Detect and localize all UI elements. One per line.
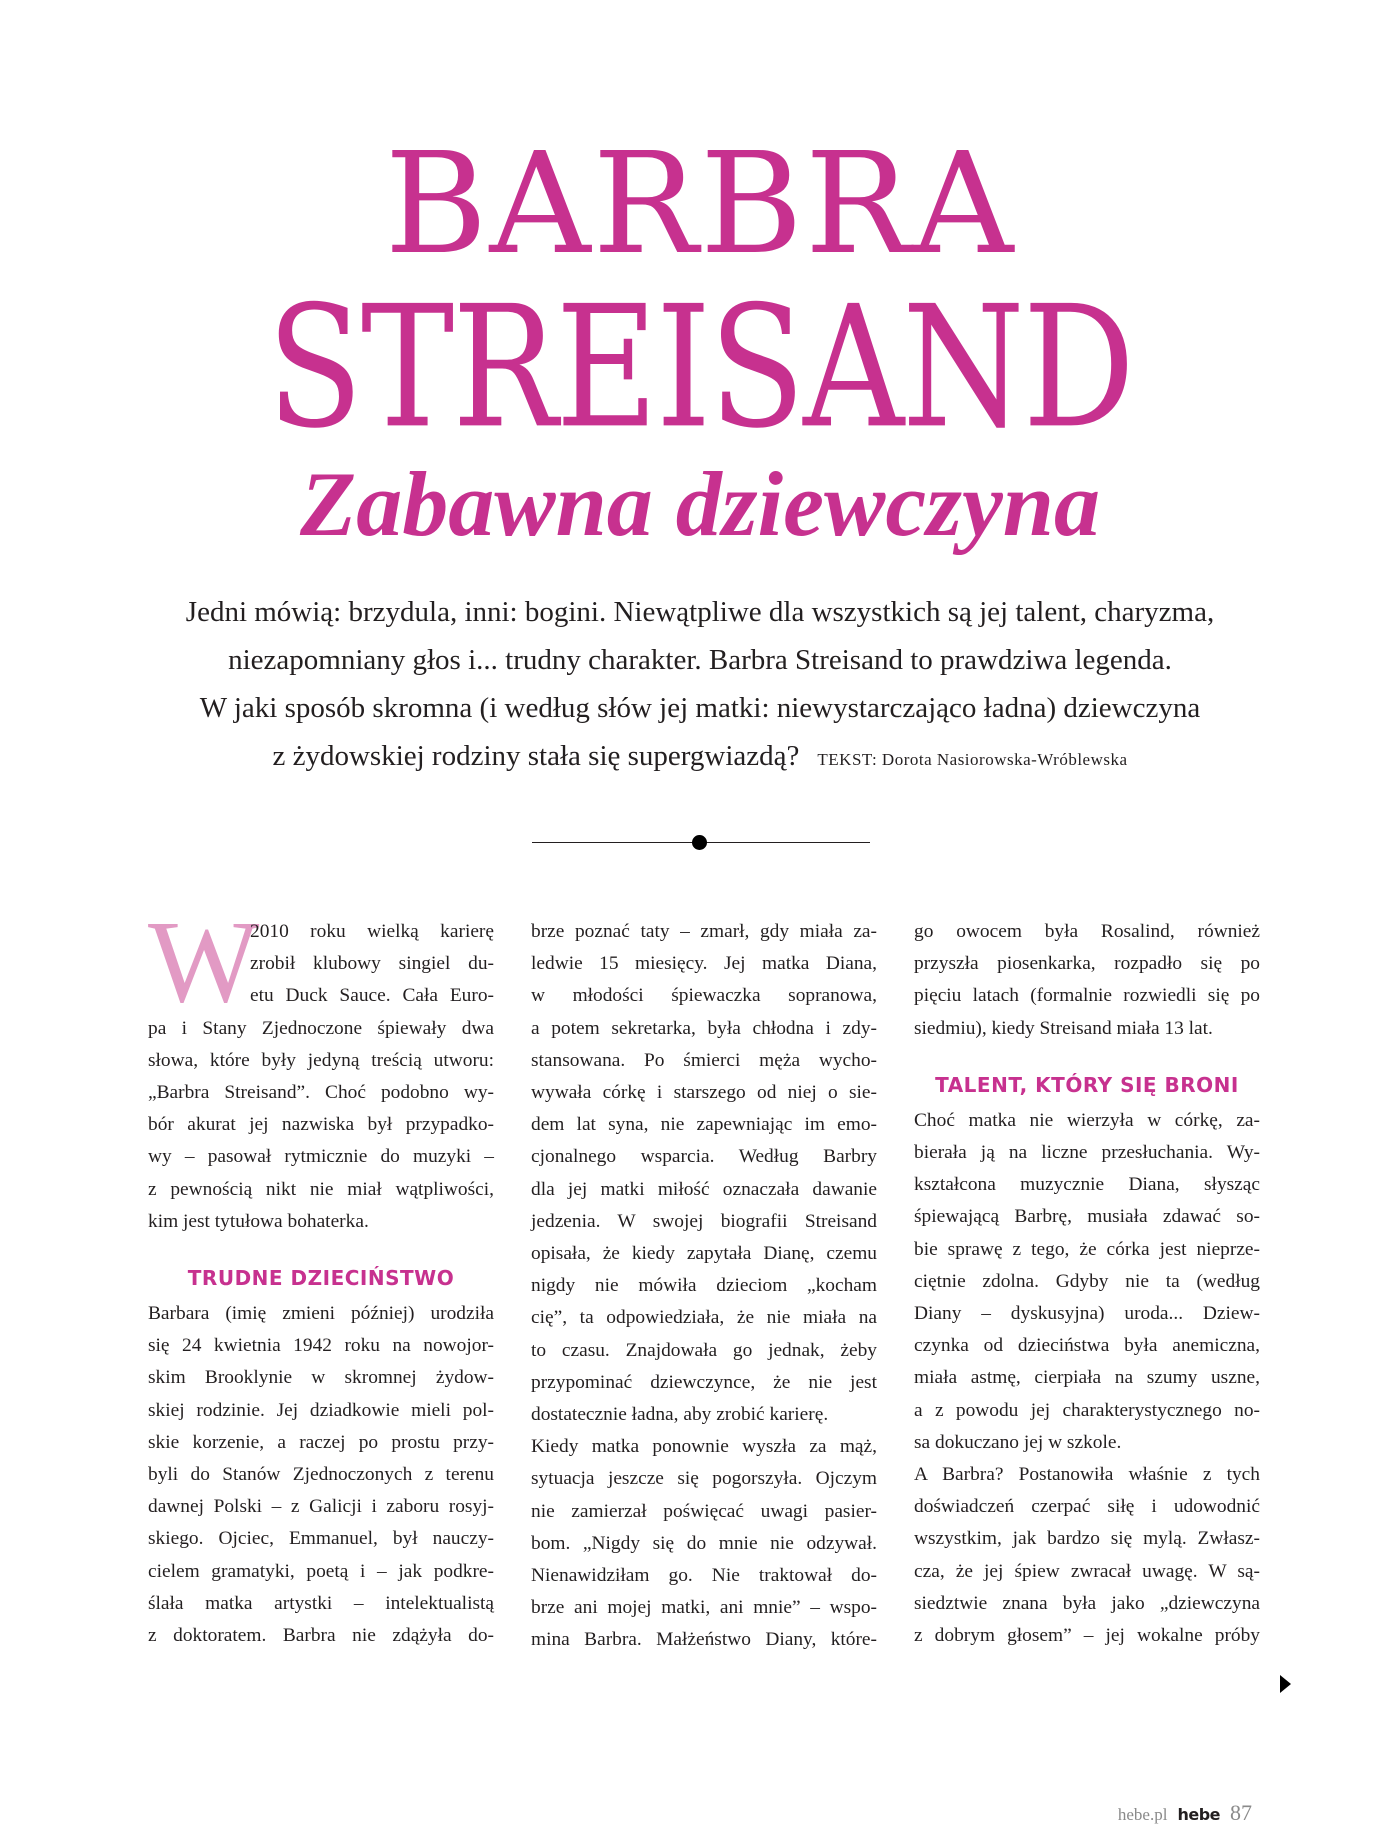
text-line: skiej rodzinie. Jej dziadkowie mieli pol- — [148, 1399, 494, 1421]
text-line: Diany – dyskusyjna) uroda... Dziew- — [914, 1303, 1260, 1325]
text-line: a z powodu jej charakterystycznego no- — [914, 1399, 1260, 1421]
text-line: nigdy nie mówiła dzieciom „kocham — [531, 1275, 877, 1297]
text-line: dostatecznie ładna, aby zrobić karierę. — [531, 1404, 829, 1426]
subtitle: Zabawna dziewczyna — [300, 453, 1100, 555]
intro-paragraph — [148, 916, 494, 1238]
text-line: z dobrym głosem” – jej wokalne próby — [914, 1625, 1260, 1647]
text-line: z doktoratem. Barbra nie zdążyła do- — [148, 1625, 494, 1647]
text-line: cię”, ta odpowiedziała, że nie miała na — [531, 1307, 877, 1329]
text-line: A Barbra? Postanowiła właśnie z tych — [914, 1464, 1260, 1486]
text-line: dawnej Polski – z Galicji i zaboru rosyj- — [148, 1496, 494, 1518]
text-line: stansowana. Po śmierci męża wycho- — [531, 1049, 877, 1071]
text-line: go owocem była Rosalind, również — [914, 921, 1260, 942]
page-number: 87 — [1230, 1800, 1252, 1825]
text-line: etu Duck Sauce. Cała Euro- — [250, 985, 494, 1007]
text-line: siedmiu), kiedy Streisand miała 13 lat. — [914, 1017, 1213, 1039]
page-footer — [1118, 1800, 1252, 1826]
text-line: cielem gramatyki, poetą i – jak podkre- — [148, 1560, 494, 1582]
continue-arrow-icon — [1280, 1675, 1291, 1693]
text-line: zrobił klubowy singiel du- — [250, 953, 494, 975]
article-column-3 — [914, 916, 1260, 1652]
section-heading-trudne-dziecinstwo: TRUDNE DZIECIŃSTWO — [187, 1266, 455, 1291]
text-line: wszystkim, jak bardzo się mylą. Zwłasz- — [914, 1528, 1260, 1550]
article-column-1 — [148, 916, 494, 1652]
text-line: ślała matka artystki – intelektualistą — [148, 1592, 494, 1614]
lead-line: W jaki sposób skromna (i według słów jej matki: niewystarczająco ładna) dziewczyna — [199, 692, 1201, 724]
footer-brand-logo: hebe — [1177, 1805, 1220, 1824]
text-line: przyszła piosenkarka, rozpadło się po — [914, 953, 1260, 975]
footer-site: hebe.pl — [1117, 1805, 1168, 1824]
divider-dot — [692, 835, 707, 850]
text-line: a potem sekretarka, była chłodna i zdy- — [531, 1017, 877, 1039]
text-line: wywała córkę i starszego od niej o sie- — [531, 1082, 877, 1104]
text-line: jedzenia. W swojej biografii Streisand — [531, 1210, 877, 1232]
article-column-2 — [531, 916, 877, 1657]
text-line: siedztwie znana była jako „dziewczyna — [914, 1592, 1260, 1614]
text-line: miała astmę, cierpiała na szumy uszne, — [914, 1367, 1260, 1389]
text-line: bie sprawę z tego, że córka jest nieprze- — [914, 1238, 1260, 1260]
lead-paragraph — [120, 588, 1280, 784]
text-line: śpiewającą Barbrę, musiała zdawać so- — [914, 1206, 1260, 1228]
text-line: 2010 roku wielką karierę — [250, 921, 494, 942]
section-paragraph — [148, 1298, 494, 1652]
text-line: w młodości śpiewaczka sopranowa, — [531, 985, 877, 1007]
text-line: Kiedy matka ponownie wyszła za mąż, — [531, 1436, 877, 1458]
text-line: sytuacja jeszcze się pogorszyła. Ojczym — [531, 1468, 877, 1490]
text-line: dem lat syna, nie zapewniając im emo- — [531, 1114, 877, 1136]
text-line: opisała, że kiedy zapytała Dianę, czemu — [531, 1243, 877, 1265]
text-line: Nienawidziłam go. Nie traktował do- — [531, 1565, 877, 1587]
lead-line: Jedni mówią: brzydula, inni: bogini. Niewątpliwe dla wszystkich są jej talent, charyzma, — [185, 596, 1215, 628]
title-line-2: STREISAND — [267, 270, 1133, 467]
text-line: doświadczeń czerpać siłę i udowodnić — [914, 1496, 1260, 1518]
lead-line-text: z żydowskiej rodziny stała się supergwiazdą? — [272, 740, 800, 772]
text-line: to czasu. Znajdowała go jednak, żeby — [531, 1339, 877, 1361]
text-line: brze poznać taty – zmarł, gdy miała za- — [531, 921, 877, 942]
drop-cap: W — [148, 896, 260, 1027]
divider — [532, 834, 870, 850]
text-line: ciętnie zdolna. Gdyby nie ta (według — [914, 1270, 1260, 1292]
text-line: brze ani mojej matki, ani mnie” – wspo- — [531, 1597, 877, 1619]
title-line-1: BARBRA — [384, 123, 1016, 286]
text-line: skim Brooklynie w skromnej żydow- — [148, 1367, 494, 1389]
text-line: się 24 kwietnia 1942 roku na nowojor- — [148, 1335, 494, 1357]
text-line: „Barbra Streisand”. Choć podobno wy- — [148, 1082, 494, 1104]
text-line: ledwie 15 miesięcy. Jej matka Diana, — [531, 953, 877, 975]
text-line: z pewnością nikt nie miał wątpliwości, — [148, 1178, 494, 1200]
text-line: czynka od dzieciństwa była anemiczna, — [914, 1335, 1260, 1357]
text-line: nie zamierzał poświęcać uwagi pasier- — [531, 1500, 877, 1522]
lead-line — [120, 732, 1280, 784]
text-line: wy – pasował rytmicznie do muzyki – — [148, 1146, 494, 1168]
text-line: kształcona muzycznie Diana, słysząc — [914, 1174, 1260, 1196]
text-line: cza, że jej śpiew zwracał uwagę. W są- — [914, 1560, 1260, 1582]
text-line: pięciu latach (formalnie rozwiedli się po — [914, 985, 1260, 1007]
text-line: Choć matka nie wierzyła w córkę, za- — [914, 1109, 1260, 1131]
text-line: sa dokuczano jej w szkole. — [914, 1431, 1122, 1453]
text-line: słowa, które były jedyną treścią utworu: — [148, 1049, 494, 1071]
text-line: mina Barbra. Małżeństwo Diany, które- — [531, 1629, 877, 1651]
text-line: bierała ją na liczne przesłuchania. Wy- — [914, 1142, 1260, 1164]
text-line: dla jej matki miłość oznaczała dawanie — [531, 1178, 877, 1200]
text-line: skiego. Ojciec, Emmanuel, był nauczy- — [148, 1528, 494, 1550]
text-line: byli do Stanów Zjednoczonych z terenu — [148, 1464, 494, 1486]
section-heading-talent: TALENT, KTÓRY SIĘ BRONI — [935, 1072, 1239, 1097]
text-line: cjonalnego wsparcia. Według Barbry — [531, 1146, 877, 1168]
author-credit: TEKST: Dorota Nasiorowska-Wróblewska — [817, 750, 1128, 769]
text-line: pa i Stany Zjednoczone śpiewały dwa — [148, 1017, 494, 1039]
text-line: bom. „Nigdy się do mnie nie odzywał. — [531, 1532, 877, 1554]
text-line: skie korzenie, a raczej po prostu przy- — [148, 1431, 494, 1453]
text-line: kim jest tytułowa bohaterka. — [148, 1210, 369, 1232]
text-line: Barbara (imię zmieni później) urodziła — [148, 1303, 494, 1325]
text-line: przypominać dziewczynce, że nie jest — [531, 1371, 877, 1393]
lead-line: niezapomniany głos i... trudny charakter. Barbra Streisand to prawdziwa legenda. — [228, 644, 1172, 676]
text-line: bór akurat jej nazwiska był przypadko- — [148, 1114, 494, 1136]
